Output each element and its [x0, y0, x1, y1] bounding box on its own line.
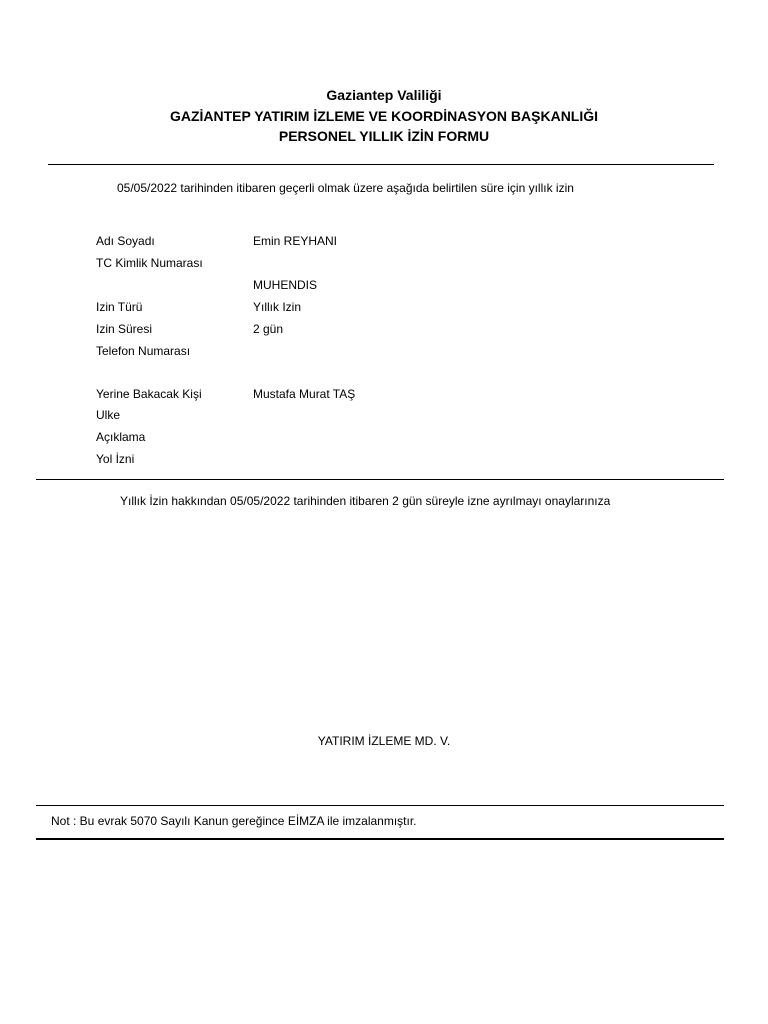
field-row-leave-duration: [96, 321, 696, 337]
field-row-substitute: [96, 386, 696, 402]
field-row-phone: [96, 343, 696, 359]
field-row-travel-leave: [96, 451, 696, 467]
field-label: Yol İzni: [96, 452, 135, 466]
header-divider: [48, 164, 714, 165]
field-row-tc-id: [96, 255, 696, 271]
field-row-leave-type: [96, 299, 696, 315]
intro-text: 05/05/2022 tarihinden itibaren geçerli olmak üzere aşağıda belirtilen süre için yıllık izin: [117, 181, 574, 195]
field-row-country: [96, 407, 696, 423]
field-label: Telefon Numarası: [96, 344, 191, 358]
field-label: Yerine Bakacak Kişi: [96, 387, 202, 401]
field-label: TC Kimlik Numarası: [96, 256, 203, 270]
field-label: Izin Süresi: [96, 322, 153, 336]
note-bottom-divider: [36, 838, 724, 840]
field-label: Izin Türü: [96, 300, 143, 314]
authority-title: Gaziantep Valiliği: [326, 87, 442, 103]
field-label: Adı Soyadı: [96, 234, 155, 248]
department-title: GAZİANTEP YATIRIM İZLEME VE KOORDİNASYON BAŞKANLIĞI: [169, 108, 599, 124]
field-value: Emin REYHANI: [253, 234, 338, 248]
field-value: 2 gün: [253, 322, 284, 336]
field-label: Açıklama: [96, 430, 146, 444]
field-row-description: [96, 429, 696, 445]
fields-divider: [36, 479, 724, 480]
field-row-title: [96, 277, 696, 293]
signer-title: YATIRIM İZLEME MD. V.: [317, 734, 451, 748]
field-row-name: [96, 233, 696, 249]
field-value: Mustafa Murat TAŞ: [253, 387, 356, 401]
field-value: Yıllık Izin: [253, 300, 302, 314]
field-label: Ulke: [96, 408, 121, 422]
note-top-divider: [36, 805, 724, 806]
form-title: PERSONEL YILLIK İZİN FORMU: [278, 128, 490, 144]
approval-text: Yıllık İzin hakkından 05/05/2022 tarihinden itibaren 2 gün süreyle izne ayrılmayı onaylarınıza: [120, 494, 611, 508]
field-value: MUHENDIS: [253, 278, 318, 292]
esignature-note: Not : Bu evrak 5070 Sayılı Kanun gereğince EİMZA ile imzalanmıştır.: [51, 814, 417, 828]
